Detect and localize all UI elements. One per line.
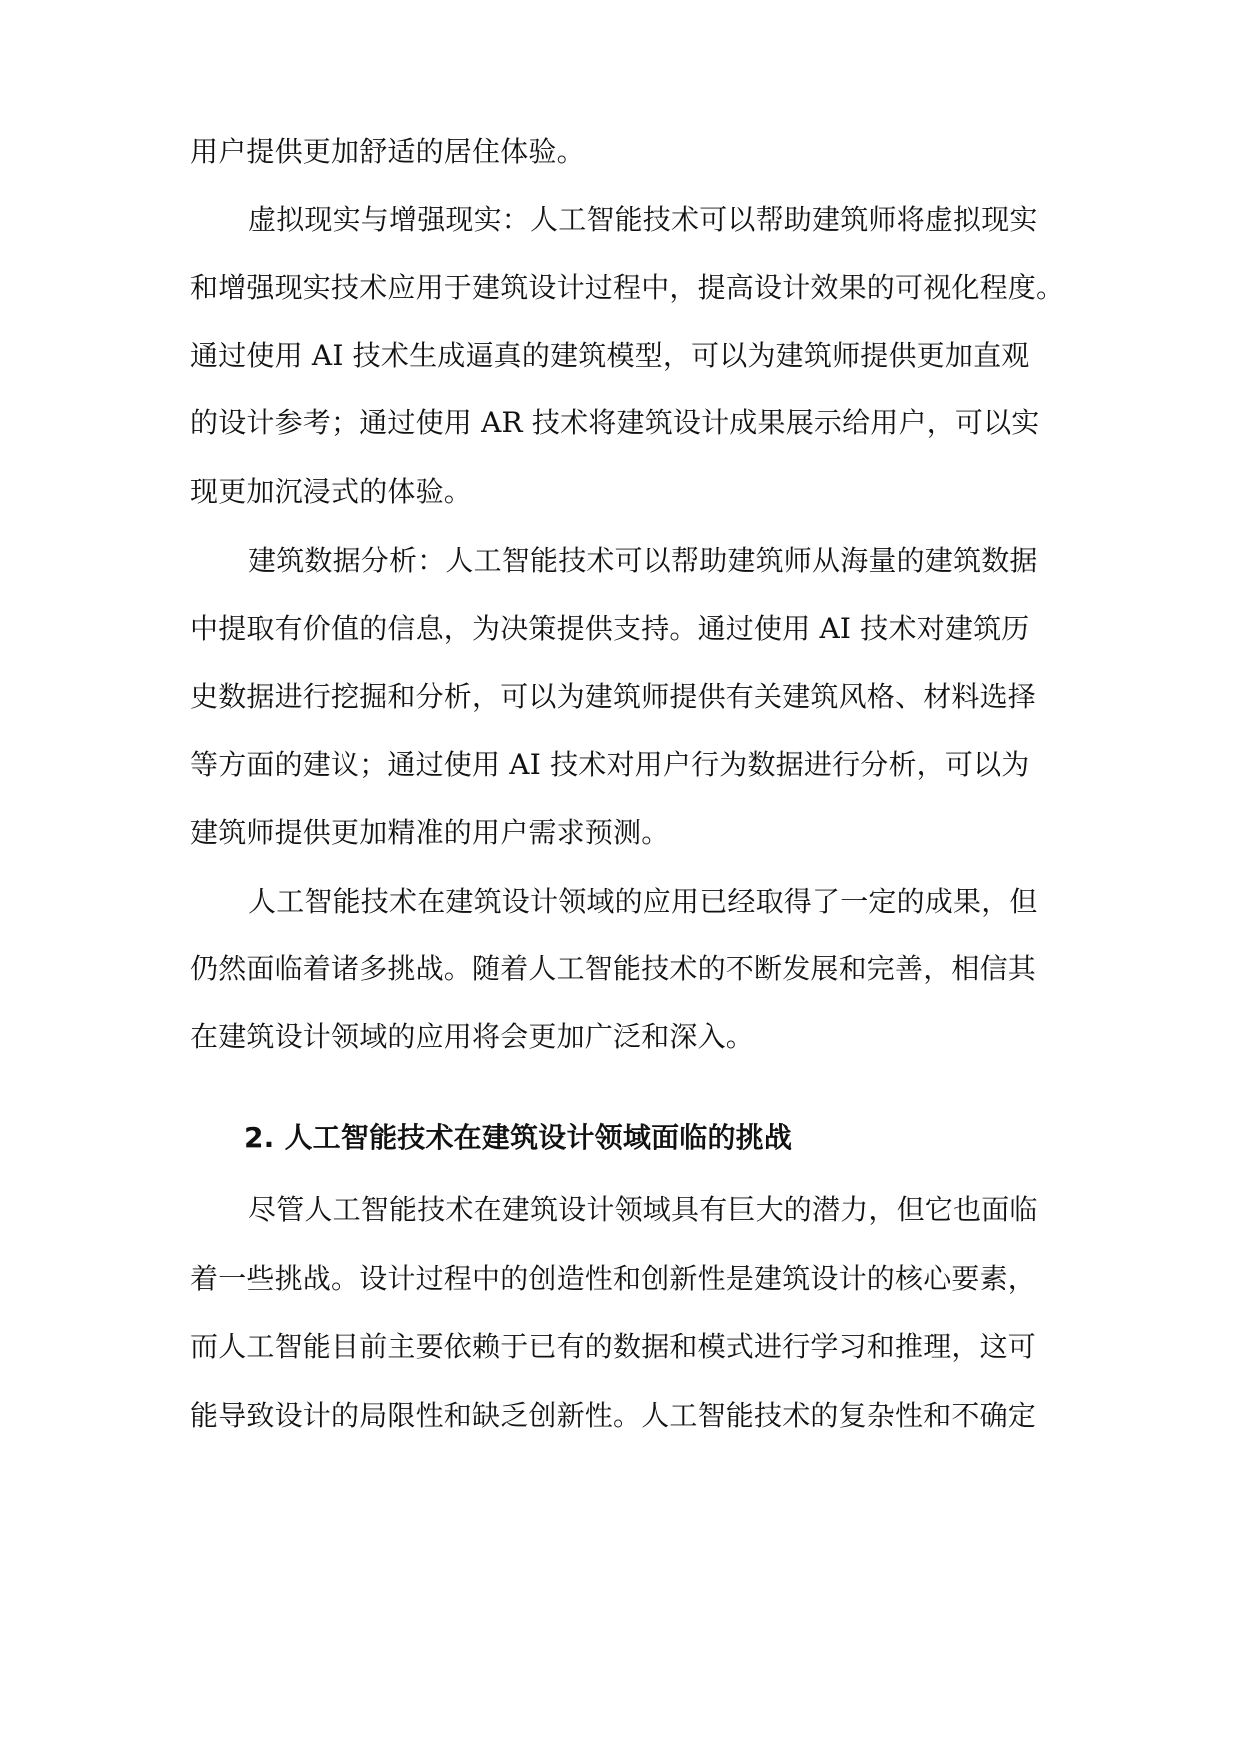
paragraph-line: 虚拟现实与增强现实：人工智能技术可以帮助建筑师将虚拟现实: [248, 203, 1038, 236]
paragraph-line: 等方面的建议；通过使用 AI 技术对用户行为数据进行分析，可以为: [190, 748, 1030, 781]
paragraph-line: 尽管人工智能技术在建筑设计领域具有巨大的潜力，但它也面临: [248, 1193, 1038, 1226]
paragraph-line: 人工智能技术在建筑设计领域的应用已经取得了一定的成果，但: [248, 885, 1038, 918]
paragraph-line: 仍然面临着诸多挑战。随着人工智能技术的不断发展和完善，相信其: [190, 952, 1037, 985]
paragraph-line: 现更加沉浸式的体验。: [190, 475, 473, 508]
paragraph-line: 建筑数据分析：人工智能技术可以帮助建筑师从海量的建筑数据: [248, 544, 1038, 577]
paragraph-line: 在建筑设计领域的应用将会更加广泛和深入。: [190, 1020, 755, 1053]
paragraph-line: 建筑师提供更加精准的用户需求预测。: [190, 816, 670, 849]
paragraph-line: 和增强现实技术应用于建筑设计过程中，提高设计效果的可视化程度。: [190, 271, 1065, 304]
paragraph-line: 用户提供更加舒适的居住体验。: [190, 135, 585, 168]
paragraph-line: 而人工智能目前主要依赖于已有的数据和模式进行学习和推理，这可: [190, 1330, 1037, 1363]
paragraph-line: 着一些挑战。设计过程中的创造性和创新性是建筑设计的核心要素，: [190, 1262, 1037, 1295]
paragraph-line: 的设计参考；通过使用 AR 技术将建筑设计成果展示给用户，可以实: [190, 406, 1040, 439]
paragraph-line: 通过使用 AI 技术生成逼真的建筑模型，可以为建筑师提供更加直观: [190, 339, 1030, 372]
paragraph-line: 中提取有价值的信息，为决策提供支持。通过使用 AI 技术对建筑历: [190, 612, 1030, 645]
paragraph-line: 能导致设计的局限性和缺乏创新性。人工智能技术的复杂性和不确定: [190, 1399, 1037, 1432]
section-heading: 2. 人工智能技术在建筑设计领域面临的挑战: [244, 1121, 793, 1154]
paragraph-line: 史数据进行挖掘和分析，可以为建筑师提供有关建筑风格、材料选择: [190, 680, 1037, 713]
